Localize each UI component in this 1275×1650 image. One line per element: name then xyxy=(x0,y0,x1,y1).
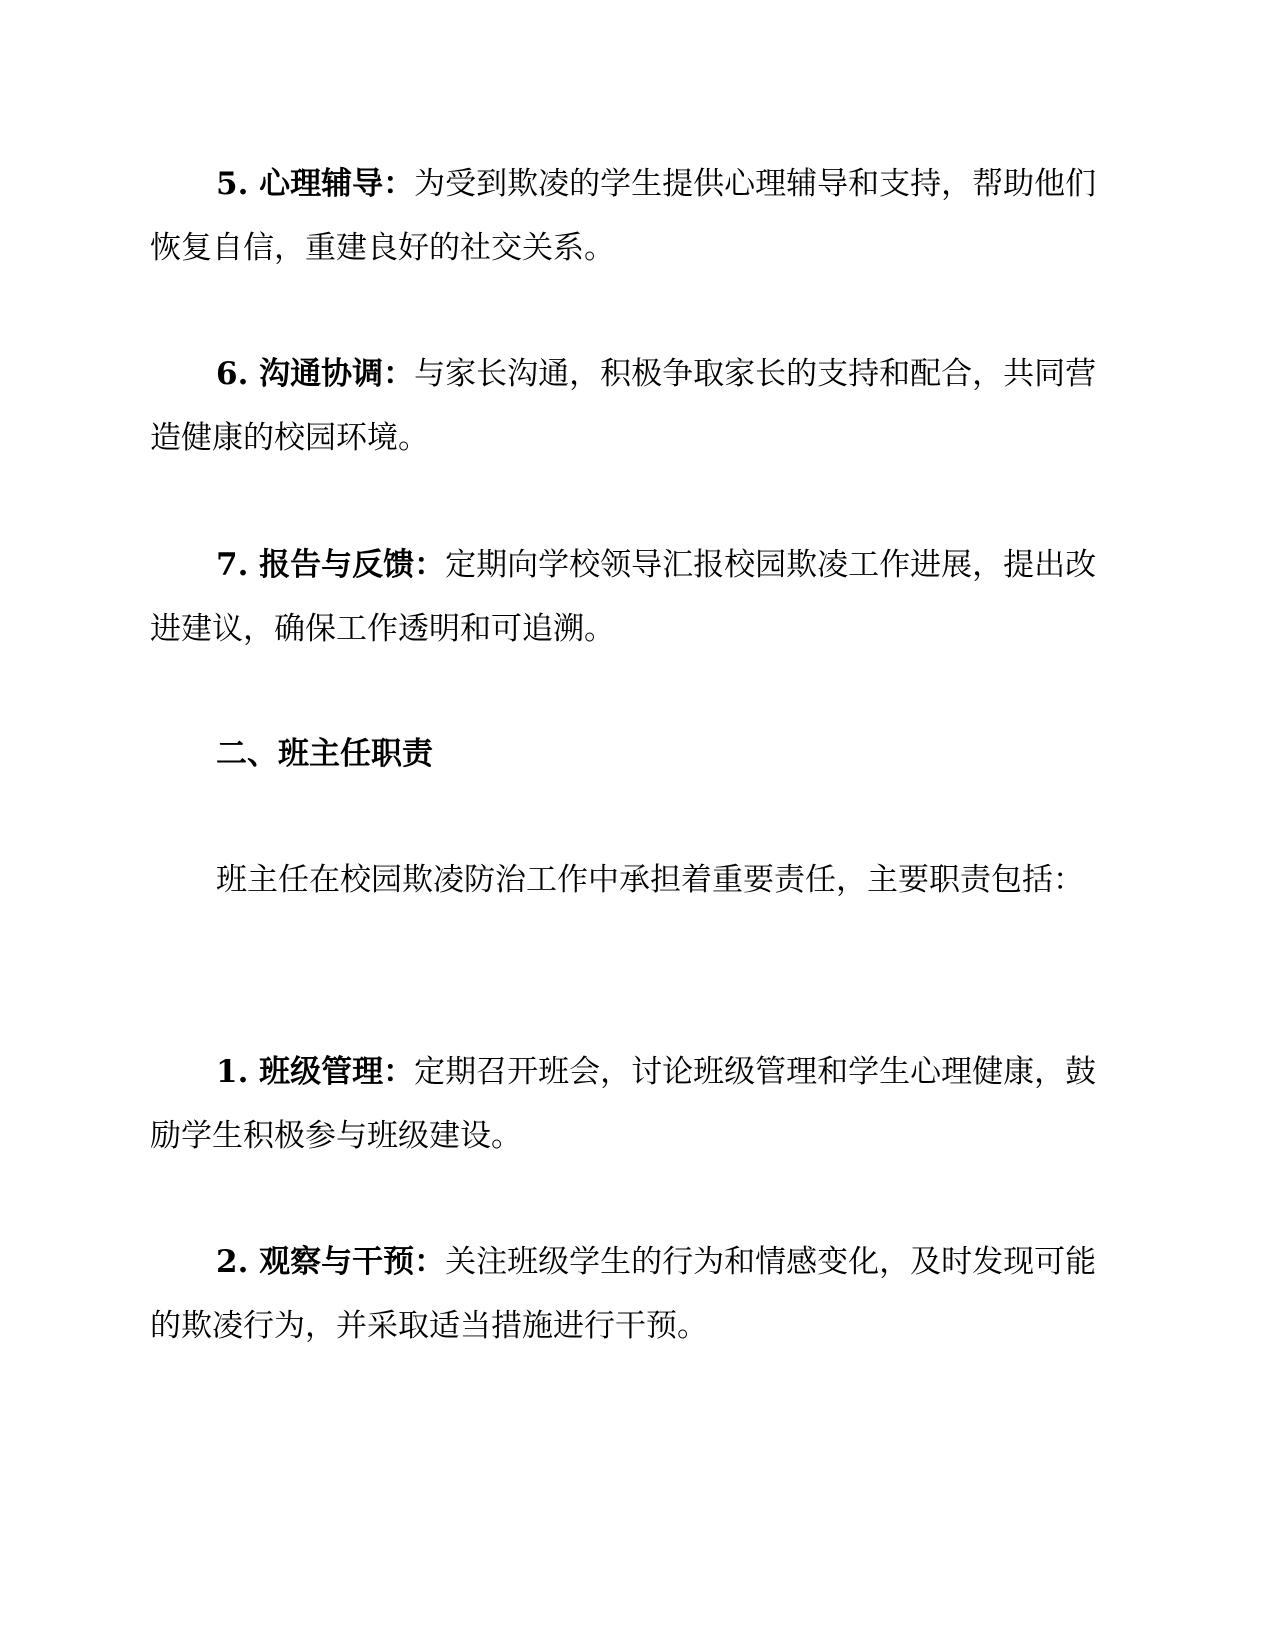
item-class-management xyxy=(150,1040,1110,1168)
paragraph-text: 定期向学校领导汇报校园欺凌工作进展，提出改进建议，确保工作透明和可追溯。 xyxy=(150,547,1097,647)
paragraph-communication xyxy=(150,342,1110,470)
paragraph-text: 为受到欺凌的学生提供心理辅导和支持，帮助他们恢复自信，重建良好的社交关系。 xyxy=(150,166,1097,266)
paragraph-lead: 6. 沟通协调： xyxy=(216,356,415,392)
item-lead: 1. 班级管理： xyxy=(216,1054,415,1090)
paragraph-text: 与家长沟通，积极争取家长的支持和配合，共同营造健康的校园环境。 xyxy=(150,356,1097,456)
item-lead: 2. 观察与干预： xyxy=(216,1244,446,1280)
section-heading: 二、班主任职责 xyxy=(216,736,433,772)
item-observation-intervention xyxy=(150,1230,1110,1358)
item-text: 关注班级学生的行为和情感变化，及时发现可能的欺凌行为，并采取适当措施进行干预。 xyxy=(150,1244,1097,1344)
paragraph-lead: 5. 心理辅导： xyxy=(216,166,415,202)
paragraph-psychological-counseling xyxy=(150,152,1110,280)
item-text: 定期召开班会，讨论班级管理和学生心理健康，鼓励学生积极参与班级建设。 xyxy=(150,1054,1097,1154)
intro-paragraph: 班主任在校园欺凌防治工作中承担着重要责任，主要职责包括： xyxy=(216,862,1084,898)
paragraph-report-feedback xyxy=(150,533,1110,661)
paragraph-lead: 7. 报告与反馈： xyxy=(216,547,446,583)
